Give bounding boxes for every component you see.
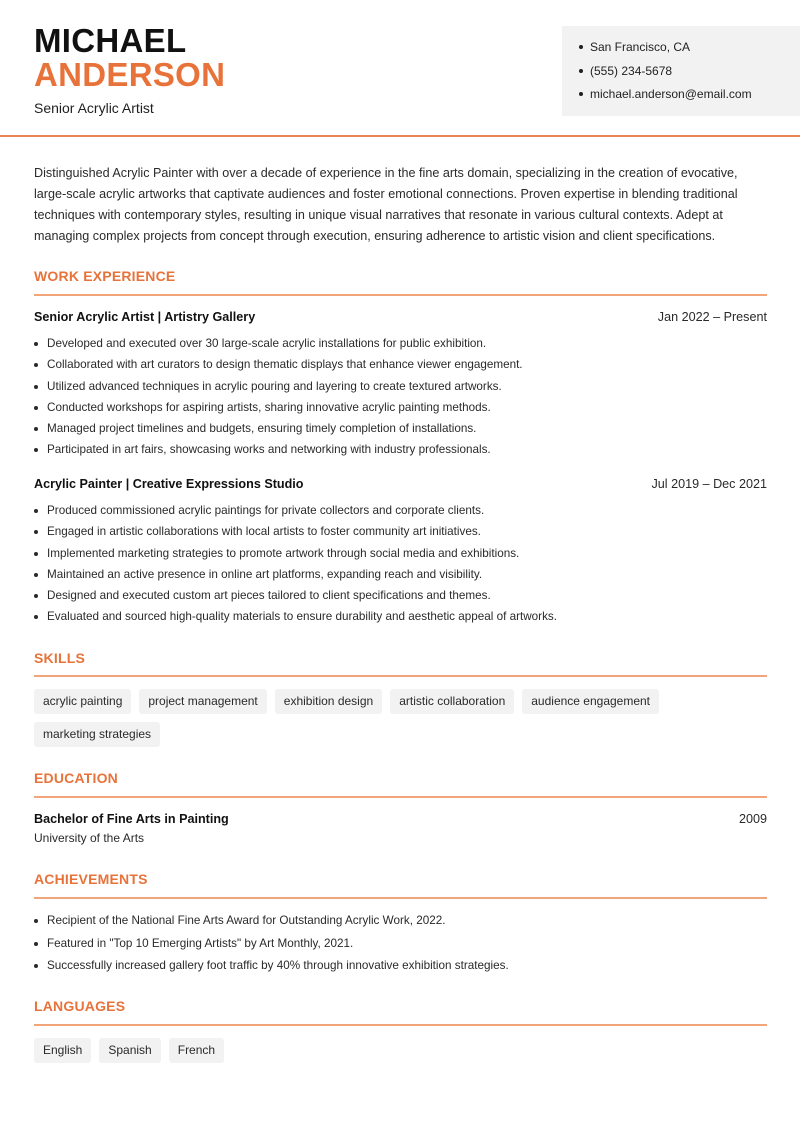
education-header — [34, 812, 767, 826]
list-item-text: Produced commissioned acrylic paintings for private collectors and corporate clients. — [47, 504, 485, 517]
job-dates: Jul 2019 – Dec 2021 — [651, 477, 767, 491]
contact-box — [562, 26, 800, 116]
bullet-icon — [34, 594, 38, 598]
list-item-text: Featured in "Top 10 Emerging Artists" by Art Monthly, 2021. — [47, 936, 354, 950]
work-experience-heading: WORK EXPERIENCE — [34, 268, 176, 284]
education-heading: EDUCATION — [34, 770, 118, 786]
section-divider — [34, 675, 767, 677]
list-item — [34, 913, 767, 936]
list-item — [34, 400, 767, 421]
bullet-icon — [34, 552, 38, 556]
bullet-icon — [34, 342, 38, 346]
list-item-text: Designed and executed custom art pieces tailored to client specifications and themes. — [47, 589, 491, 603]
list-item-text: Conducted workshops for aspiring artists, sharing innovative acrylic painting methods. — [47, 400, 491, 414]
degree: Bachelor of Fine Arts in Painting — [34, 812, 229, 826]
list-item-text: Implemented marketing strategies to promote artwork through social media and exhibitions. — [47, 546, 520, 560]
bullet-icon — [34, 919, 38, 923]
job-role: Senior Acrylic Artist | Artistry Gallery — [34, 310, 256, 324]
skill-tag: acrylic painting — [34, 689, 131, 714]
list-item-text: Recipient of the National Fine Arts Award for Outstanding Acrylic Work, 2022. — [47, 914, 446, 927]
bullet-icon — [34, 385, 38, 389]
school-name: University of the Arts — [34, 831, 145, 845]
list-item — [34, 567, 767, 588]
list-item — [34, 503, 767, 524]
resume-header — [0, 0, 800, 137]
section-divider — [34, 294, 767, 296]
list-item — [34, 609, 767, 630]
job-dates: Jan 2022 – Present — [657, 310, 767, 324]
job-bullet-list — [34, 503, 767, 631]
language-tag: Spanish — [99, 1038, 160, 1063]
skill-tag: audience engagement — [522, 689, 659, 714]
job-header — [34, 310, 767, 324]
list-item-text: Successfully increased gallery foot traffic by 40% through innovative exhibition strategies. — [47, 959, 509, 972]
skill-tag: marketing strategies — [34, 722, 160, 747]
contact-email[interactable] — [579, 85, 800, 109]
skill-tag: exhibition design — [275, 689, 382, 714]
bullet-icon — [34, 509, 38, 513]
bullet-icon — [579, 69, 583, 73]
skills-tag-list — [34, 689, 767, 747]
skill-tag: project management — [139, 689, 266, 714]
job-header — [34, 477, 767, 491]
skills-heading: SKILLS — [34, 650, 85, 666]
last-name: ANDERSON — [34, 56, 226, 93]
list-item — [34, 546, 767, 567]
language-tag: English — [34, 1038, 91, 1063]
contact-phone — [579, 62, 800, 86]
bullet-icon — [34, 964, 38, 968]
list-item-text: Evaluated and sourced high-quality materials to ensure durability and aesthetic appeal of artworks. — [47, 610, 557, 624]
section-divider — [34, 897, 767, 899]
section-divider — [34, 1024, 767, 1026]
list-item-text: Collaborated with art curators to design thematic displays that enhance viewer engagement. — [47, 358, 523, 372]
list-item — [34, 936, 767, 959]
bullet-icon — [34, 427, 38, 431]
languages-heading: LANGUAGES — [34, 998, 126, 1014]
bullet-icon — [579, 92, 583, 96]
bullet-icon — [34, 448, 38, 452]
achievements-heading: ACHIEVEMENTS — [34, 871, 148, 887]
list-item-text: Maintained an active presence in online art platforms, expanding reach and visibility. — [47, 567, 483, 581]
contact-location-text: San Francisco, CA — [590, 40, 691, 54]
skill-tag: artistic collaboration — [390, 689, 514, 714]
first-name: MICHAEL — [34, 22, 187, 59]
contact-location — [579, 38, 800, 62]
list-item — [34, 421, 767, 442]
bullet-icon — [34, 530, 38, 534]
list-item-text: Managed project timelines and budgets, ensuring timely completion of installations. — [47, 422, 477, 436]
bullet-icon — [34, 406, 38, 410]
list-item-text: Utilized advanced techniques in acrylic pouring and layering to create textured artworks. — [47, 379, 502, 393]
bullet-icon — [34, 942, 38, 946]
bullet-icon — [34, 615, 38, 619]
list-item — [34, 442, 767, 463]
list-item — [34, 336, 767, 357]
section-divider — [34, 796, 767, 798]
list-item-text: Developed and executed over 30 large-scale acrylic installations for public exhibition. — [47, 337, 487, 350]
contact-phone-text: (555) 234-5678 — [590, 63, 673, 78]
bullet-icon — [34, 573, 38, 577]
job-bullet-list — [34, 336, 767, 464]
list-item — [34, 524, 767, 545]
list-item — [34, 588, 767, 609]
list-item-text: Engaged in artistic collaborations with local artists to foster community art initiatives. — [47, 525, 481, 539]
list-item — [34, 357, 767, 378]
profile-summary: Distinguished Acrylic Painter with over a decade of experience in the fine arts domain, specializing in the creation of evocative, large-scale acrylic artworks that captivate audiences and foster emotional connections. Proven expertise in blending traditional techniques with contemporary styles, resulting in unique visual narratives that resonate in various cultural contexts. Adept at managing complex projects from concept through execution, ensuring adherence to artistic vision and client specifications. — [34, 166, 738, 243]
graduation-year: 2009 — [738, 812, 767, 826]
list-item — [34, 379, 767, 400]
bullet-icon — [34, 363, 38, 367]
bullet-icon — [579, 45, 583, 49]
languages-tag-list — [34, 1038, 767, 1063]
list-item — [34, 958, 767, 981]
job-role: Acrylic Painter | Creative Expressions Studio — [34, 477, 304, 491]
achievements-list — [34, 913, 767, 981]
job-title: Senior Acrylic Artist — [34, 100, 154, 116]
language-tag: French — [169, 1038, 224, 1063]
list-item-text: Participated in art fairs, showcasing works and networking with industry professionals. — [47, 443, 491, 457]
contact-email-text[interactable]: michael.anderson@email.com — [590, 87, 752, 101]
